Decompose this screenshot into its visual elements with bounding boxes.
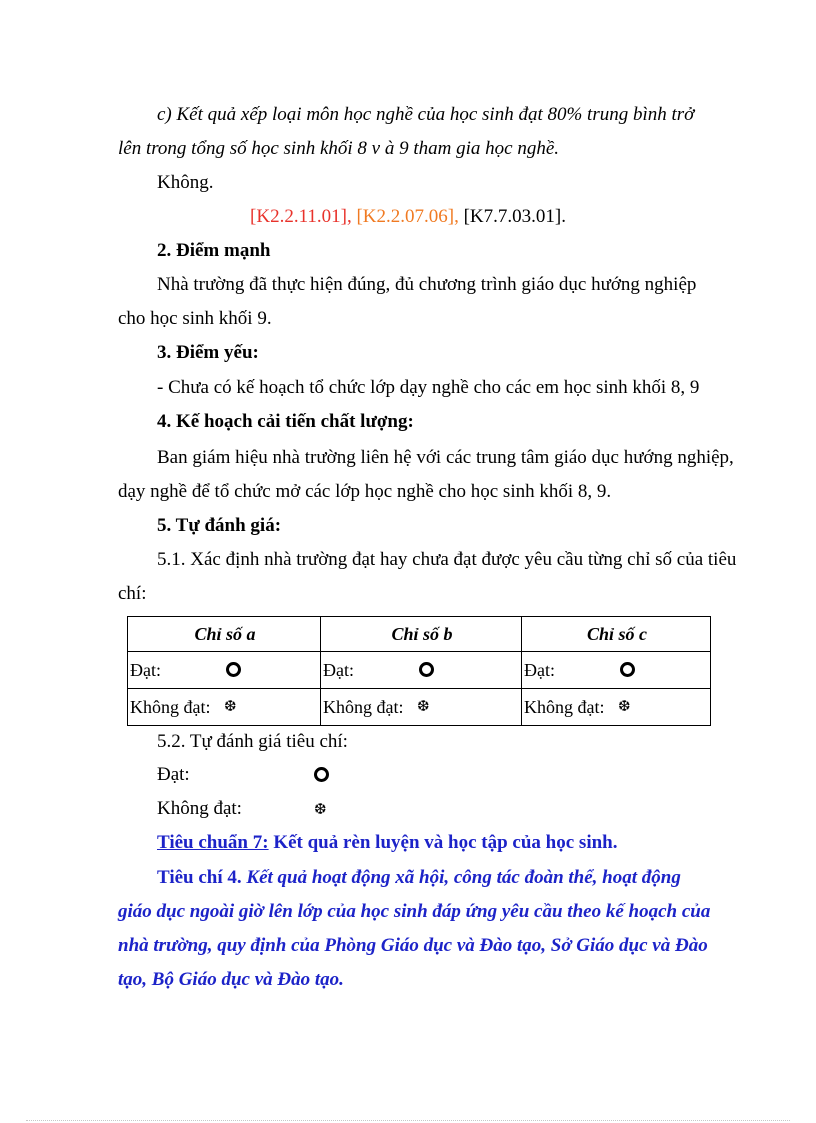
criterion-label: Tiêu chí 4. — [157, 867, 247, 888]
header-indicator-b: Chỉ số b — [321, 617, 522, 652]
cell-c-fail — [522, 689, 711, 726]
indicator-table — [127, 616, 711, 726]
header-indicator-c: Chỉ số c — [522, 617, 711, 652]
cell-a-pass — [128, 652, 321, 689]
weaknesses-line-1: - Chưa có kế hoạch tổ chức lớp dạy nghề cho các em học sinh khối 8, 9 — [157, 377, 700, 398]
cell-c-pass — [522, 652, 711, 689]
reference-separator: , — [454, 206, 464, 227]
circle-mark-icon — [419, 662, 434, 677]
criterion-c-line-2: lên trong tổng số học sinh khối 8 v à 9 tham gia học nghề. — [118, 138, 559, 159]
fail-label: Không đạt: — [524, 696, 605, 717]
plan-line-2: dạy nghề để tổ chức mở các lớp học nghề cho học sinh khối 8, 9. — [118, 481, 612, 502]
section-5-1-line-1: 5.1. Xác định nhà trường đạt hay chưa đạt được yêu cầu từng chỉ số của tiêu — [157, 549, 737, 570]
overall-fail-row — [157, 797, 698, 821]
page-bottom-divider — [26, 1120, 790, 1121]
reference-3: [K7.7.03.01]. — [463, 206, 566, 227]
header-indicator-a: Chỉ số a — [128, 617, 321, 652]
heading-strengths: 2. Điểm mạnh — [157, 240, 271, 261]
snowflake-icon: ❆ — [417, 698, 430, 715]
cell-b-fail — [321, 689, 522, 726]
section-5-2: 5.2. Tự đánh giá tiêu chí: — [157, 731, 348, 752]
table-row — [128, 652, 711, 689]
cell-a-fail — [128, 689, 321, 726]
snowflake-icon: ❆ — [224, 698, 237, 715]
pass-label: Đạt: — [157, 764, 190, 785]
reference-1: [K2.2.11.01] — [250, 206, 347, 227]
table-header-row — [128, 617, 711, 652]
heading-weaknesses: 3. Điểm yếu: — [157, 342, 259, 363]
plan-line-1: Ban giám hiệu nhà trường liên hệ với các trung tâm giáo dục hướng nghiệp, — [157, 447, 734, 468]
circle-mark-icon — [226, 662, 241, 677]
standard-7-heading — [157, 831, 698, 855]
fail-label: Không đạt: — [323, 696, 404, 717]
strengths-line-2: cho học sinh khối 9. — [118, 308, 272, 329]
pass-label: Đạt: — [130, 659, 161, 680]
snowflake-icon: ❆ — [618, 698, 631, 715]
criterion-4-line-4: tạo, Bộ Giáo dục và Đào tạo. — [118, 969, 344, 990]
overall-pass-row — [157, 763, 698, 787]
strengths-line-1: Nhà trường đã thực hiện đúng, đủ chương trình giáo dục hướng nghiệp — [157, 274, 697, 295]
reference-separator: , — [346, 206, 357, 227]
fail-label: Không đạt: — [157, 798, 242, 819]
pass-label: Đạt: — [323, 659, 354, 680]
criterion-c-line-1: c) Kết quả xếp loại môn học nghề của học sinh đạt 80% trung bình trở — [157, 104, 695, 125]
table-row — [128, 689, 711, 726]
circle-mark-icon — [314, 767, 329, 782]
snowflake-icon: ❆ — [314, 802, 327, 818]
criterion-4-line-1 — [157, 866, 698, 890]
heading-self-assessment: 5. Tự đánh giá: — [157, 515, 282, 536]
cell-b-pass — [321, 652, 522, 689]
criterion-4-line-2: giáo dục ngoài giờ lên lớp của học sinh đáp ứng yêu cầu theo kế hoạch của — [118, 901, 711, 922]
answer-text: Không. — [157, 172, 214, 193]
heading-improvement-plan: 4. Kế hoạch cải tiến chất lượng: — [157, 411, 414, 432]
fail-label: Không đạt: — [130, 696, 211, 717]
reference-2: [K2.2.07.06] — [356, 206, 455, 227]
circle-mark-icon — [620, 662, 635, 677]
criterion-text: Kết quả hoạt động xã hội, công tác đoàn thể, hoạt động — [246, 867, 681, 888]
pass-label: Đạt: — [524, 659, 555, 680]
standard-label: Tiêu chuẩn 7: — [157, 832, 269, 853]
section-5-1-line-2: chí: — [118, 583, 147, 604]
criterion-4-line-3: nhà trường, quy định của Phòng Giáo dục và Đào tạo, Sở Giáo dục và Đào — [118, 935, 708, 956]
standard-title: Kết quả rèn luyện và học tập của học sinh. — [268, 832, 618, 853]
evidence-references — [118, 205, 698, 229]
